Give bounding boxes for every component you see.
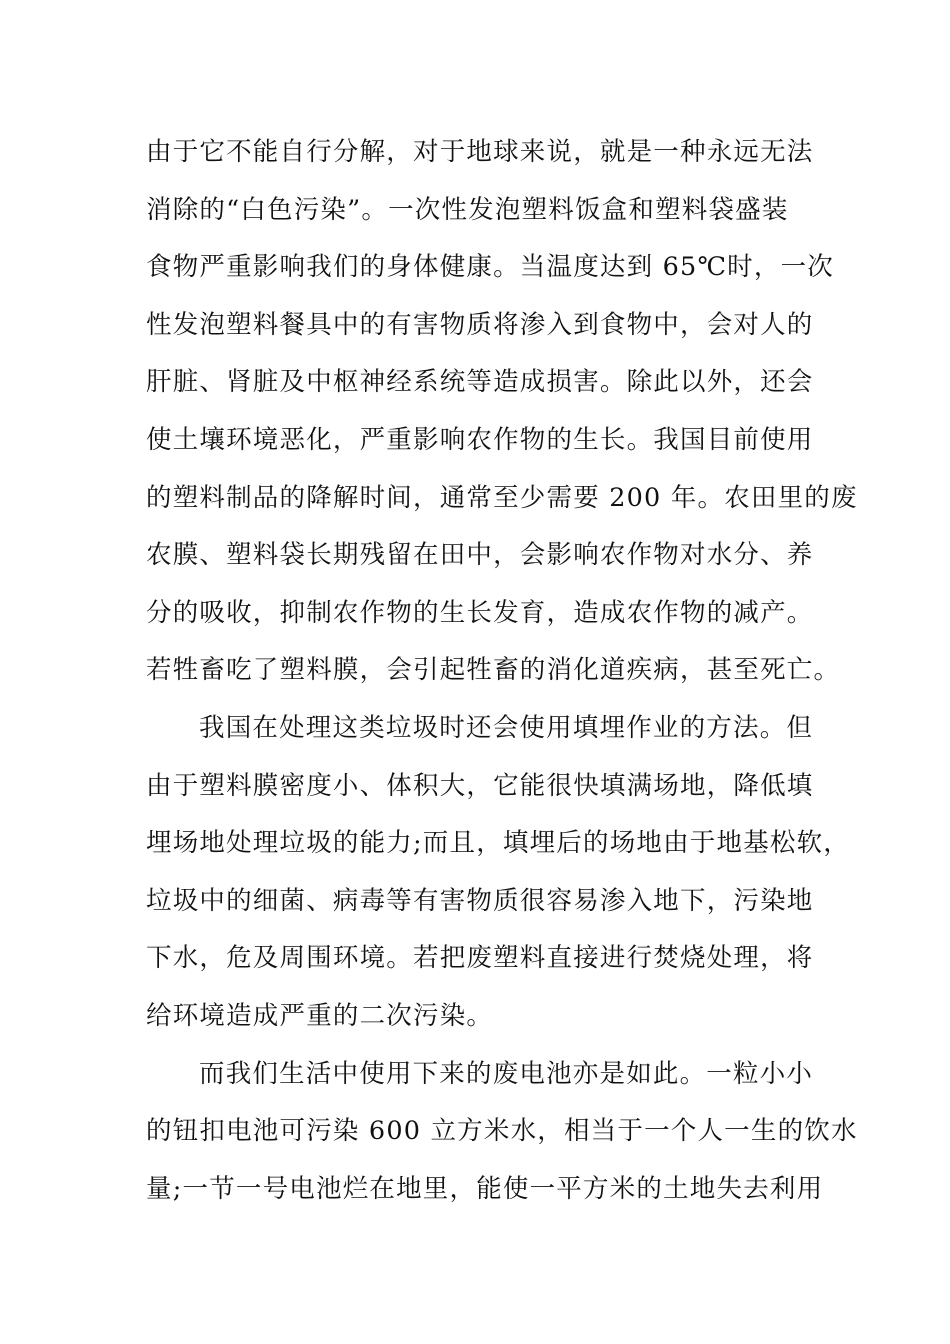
text-line: 由于它不能自行分解，对于地球来说，就是一种永远无法 bbox=[146, 137, 814, 167]
text-line: 分的吸收，抑制农作物的生长发育，造成农作物的减产。 bbox=[146, 597, 814, 628]
text-line: 由于塑料膜密度小、体积大，它能很快填满场地，降低填 bbox=[146, 770, 814, 801]
text-line: 的塑料制品的降解时间，通常至少需要 200 年。农田里的废 bbox=[146, 482, 858, 513]
text-line: 使土壤环境恶化，严重影响农作物的生长。我国目前使用 bbox=[146, 424, 814, 455]
paragraph-2 bbox=[146, 706, 850, 1052]
text-line: 给环境造成严重的二次污染。 bbox=[146, 1000, 494, 1031]
text-line: 消除的“白色污染”。一次性发泡塑料饭盒和塑料袋盛装 bbox=[146, 194, 789, 225]
text-line: 下水，危及周围环境。若把废塑料直接进行焚烧处理，将 bbox=[146, 943, 814, 974]
text-line: 埋场地处理垃圾的能力;而且，填埋后的场地由于地基松软， bbox=[146, 828, 850, 859]
text-line: 量;一节一号电池烂在地里，能使一平方米的土地失去利用 bbox=[146, 1173, 824, 1204]
text-line: 性发泡塑料餐具中的有害物质将渗入到食物中，会对人的 bbox=[146, 309, 814, 340]
paragraph-3 bbox=[146, 1052, 858, 1225]
text-line: 肝脏、肾脏及中枢神经系统等造成损害。除此以外，还会 bbox=[146, 367, 814, 398]
text-line: 而我们生活中使用下来的废电池亦是如此。一粒小小 bbox=[199, 1058, 814, 1089]
body-text bbox=[146, 130, 858, 1224]
paragraph-1 bbox=[146, 130, 858, 706]
text-line: 垃圾中的细菌、病毒等有害物质很容易渗入地下，污染地 bbox=[146, 885, 814, 916]
text-line: 的钮扣电池可污染 600 立方米水，相当于一个人一生的饮水 bbox=[146, 1116, 858, 1147]
text-line: 农膜、塑料袋长期残留在田中，会影响农作物对水分、养 bbox=[146, 540, 814, 571]
text-line: 食物严重影响我们的身体健康。当温度达到 65℃时，一次 bbox=[146, 252, 834, 283]
text-line: 我国在处理这类垃圾时还会使用填埋作业的方法。但 bbox=[199, 712, 814, 743]
text-line: 若牲畜吃了塑料膜，会引起牲畜的消化道疾病，甚至死亡。 bbox=[146, 655, 841, 686]
